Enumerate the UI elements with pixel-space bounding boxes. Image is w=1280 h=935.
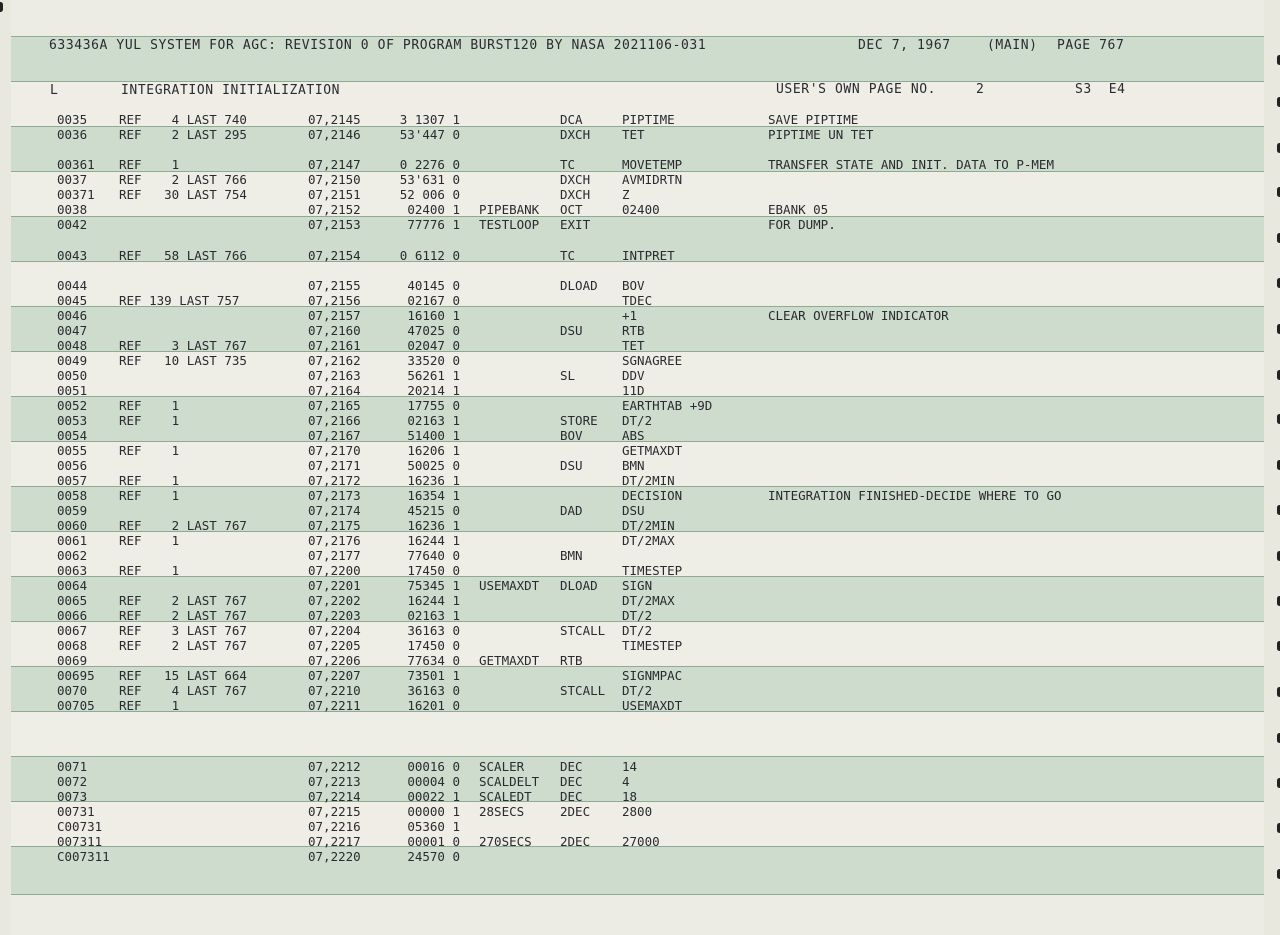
table-row — [0, 202, 1260, 217]
operand: RTB — [622, 323, 645, 338]
label: USEMAXDT — [479, 578, 540, 593]
address: 07,2216 — [308, 819, 361, 834]
octal-value: 53'631 0 — [399, 172, 460, 187]
cross-reference: REF 1 — [119, 157, 180, 172]
octal-value: 45215 0 — [407, 503, 460, 518]
line-number: 0056 — [57, 458, 88, 473]
operand: 27000 — [622, 834, 660, 849]
cross-reference: REF 3 LAST 767 — [119, 623, 247, 638]
octal-value: 00022 1 — [407, 789, 460, 804]
table-row — [0, 187, 1260, 202]
line-number: 0071 — [57, 759, 88, 774]
cross-reference: REF 2 LAST 766 — [119, 172, 247, 187]
label: SCALEDT — [479, 789, 532, 804]
octal-value: 50025 0 — [407, 458, 460, 473]
address: 07,2146 — [308, 127, 361, 142]
table-row — [0, 563, 1260, 578]
opcode: 2DEC — [560, 804, 591, 819]
address: 07,2201 — [308, 578, 361, 593]
opcode: DXCH — [560, 187, 591, 202]
table-row — [0, 353, 1260, 368]
address: 07,2164 — [308, 383, 361, 398]
octal-value: 16236 1 — [407, 518, 460, 533]
octal-value: 77640 0 — [407, 548, 460, 563]
comment: PIPTIME UN TET — [768, 127, 874, 142]
table-row — [0, 698, 1260, 713]
address: 07,2172 — [308, 473, 361, 488]
address: 07,2167 — [308, 428, 361, 443]
octal-value: 56261 1 — [407, 368, 460, 383]
operand: GETMAXDT — [622, 443, 683, 458]
label: 270SECS — [479, 834, 532, 849]
octal-value: 16244 1 — [407, 533, 460, 548]
table-row — [0, 789, 1260, 804]
address: 07,2171 — [308, 458, 361, 473]
octal-value: 77776 1 — [407, 217, 460, 232]
octal-value: 02163 1 — [407, 413, 460, 428]
octal-value: 73501 1 — [407, 668, 460, 683]
opcode: BMN — [560, 548, 583, 563]
line-number: 0045 — [57, 293, 88, 308]
line-number: 0073 — [57, 789, 88, 804]
line-number: 0044 — [57, 278, 88, 293]
table-row — [0, 248, 1260, 263]
line-number: 0060 — [57, 518, 88, 533]
opcode: DXCH — [560, 172, 591, 187]
table-row — [0, 638, 1260, 653]
opcode: BOV — [560, 428, 583, 443]
cross-reference: REF 58 LAST 766 — [119, 248, 247, 263]
cross-reference: REF 4 LAST 740 — [119, 112, 247, 127]
cross-reference: REF 1 — [119, 563, 180, 578]
octal-value: 33520 0 — [407, 353, 460, 368]
table-row — [0, 653, 1260, 668]
line-number: 0057 — [57, 473, 88, 488]
operand: SGNAGREE — [622, 353, 683, 368]
opcode: DEC — [560, 759, 583, 774]
address: 07,2157 — [308, 308, 361, 323]
address: 07,2153 — [308, 217, 361, 232]
table-row — [0, 488, 1260, 503]
table-row — [0, 668, 1260, 683]
operand: TET — [622, 127, 645, 142]
opcode: DSU — [560, 458, 583, 473]
line-number: 0063 — [57, 563, 88, 578]
operand: DECISION — [622, 488, 683, 503]
operand: TET — [622, 338, 645, 353]
line-number: 0050 — [57, 368, 88, 383]
line-number: C00731 — [57, 819, 103, 834]
octal-value: 47025 0 — [407, 323, 460, 338]
opcode: DEC — [560, 774, 583, 789]
operand: PIPTIME — [622, 112, 675, 127]
label: PIPEBANK — [479, 202, 540, 217]
operand: +1 — [622, 308, 638, 323]
label: TESTLOOP — [479, 217, 540, 232]
octal-value: 02047 0 — [407, 338, 460, 353]
address: 07,2204 — [308, 623, 361, 638]
address: 07,2152 — [308, 202, 361, 217]
operand: DT/2MIN — [622, 473, 675, 488]
opcode: TC — [560, 157, 576, 172]
table-row — [0, 533, 1260, 548]
line-number: 0051 — [57, 383, 88, 398]
octal-value: 52 006 0 — [399, 187, 460, 202]
line-number: 00731 — [57, 804, 95, 819]
cross-reference: REF 1 — [119, 698, 180, 713]
operand: 14 — [622, 759, 638, 774]
address: 07,2173 — [308, 488, 361, 503]
octal-value: 16160 1 — [407, 308, 460, 323]
opcode: DEC — [560, 789, 583, 804]
address: 07,2161 — [308, 338, 361, 353]
octal-value: 17755 0 — [407, 398, 460, 413]
operand: INTPRET — [622, 248, 675, 263]
address: 07,2151 — [308, 187, 361, 202]
table-row — [0, 503, 1260, 518]
octal-value: 00001 0 — [407, 834, 460, 849]
operand: Z — [622, 187, 630, 202]
line-number: 0046 — [57, 308, 88, 323]
opcode: EXIT — [560, 217, 591, 232]
cross-reference: REF 4 LAST 767 — [119, 683, 247, 698]
table-row — [0, 338, 1260, 353]
cross-reference: REF 3 LAST 767 — [119, 338, 247, 353]
cross-reference: REF 139 LAST 757 — [119, 293, 240, 308]
octal-value: 20214 1 — [407, 383, 460, 398]
octal-value: 77634 0 — [407, 653, 460, 668]
table-row — [0, 458, 1260, 473]
line-number: 0049 — [57, 353, 88, 368]
octal-value: 36163 0 — [407, 683, 460, 698]
line-number: 007311 — [57, 834, 103, 849]
table-row — [0, 578, 1260, 593]
cross-reference: REF 30 LAST 754 — [119, 187, 247, 202]
octal-value: 51400 1 — [407, 428, 460, 443]
table-row — [0, 443, 1260, 458]
table-row — [0, 308, 1260, 323]
octal-value: 16236 1 — [407, 473, 460, 488]
opcode: TC — [560, 248, 576, 263]
operand: DT/2MAX — [622, 593, 675, 608]
address: 07,2170 — [308, 443, 361, 458]
address: 07,2200 — [308, 563, 361, 578]
octal-value: 16244 1 — [407, 593, 460, 608]
address: 07,2166 — [308, 413, 361, 428]
octal-value: 17450 0 — [407, 638, 460, 653]
table-row — [0, 804, 1260, 819]
line-number: C007311 — [57, 849, 110, 864]
address: 07,2176 — [308, 533, 361, 548]
address: 07,2147 — [308, 157, 361, 172]
operand: BMN — [622, 458, 645, 473]
octal-value: 02167 0 — [407, 293, 460, 308]
cross-reference: REF 2 LAST 767 — [119, 608, 247, 623]
operand: 02400 — [622, 202, 660, 217]
line-number: 0048 — [57, 338, 88, 353]
line-number: 0055 — [57, 443, 88, 458]
cross-reference: REF 2 LAST 767 — [119, 593, 247, 608]
feed-hole — [0, 2, 3, 12]
table-row — [0, 368, 1260, 383]
table-row — [0, 293, 1260, 308]
opcode: DLOAD — [560, 578, 598, 593]
address: 07,2175 — [308, 518, 361, 533]
line-number: 0066 — [57, 608, 88, 623]
operand: TIMESTEP — [622, 638, 683, 653]
table-row — [0, 608, 1260, 623]
table-row — [0, 217, 1260, 232]
address: 07,2215 — [308, 804, 361, 819]
address: 07,2156 — [308, 293, 361, 308]
operand: DSU — [622, 503, 645, 518]
octal-value: 53'447 0 — [399, 127, 460, 142]
operand: 18 — [622, 789, 638, 804]
opcode: STCALL — [560, 683, 606, 698]
octal-value: 00016 0 — [407, 759, 460, 774]
cross-reference: REF 1 — [119, 473, 180, 488]
line-number: 00371 — [57, 187, 95, 202]
opcode: DXCH — [560, 127, 591, 142]
table-row — [0, 323, 1260, 338]
octal-value: 05360 1 — [407, 819, 460, 834]
octal-value: 16201 0 — [407, 698, 460, 713]
cross-reference: REF 1 — [119, 488, 180, 503]
operand: TIMESTEP — [622, 563, 683, 578]
cross-reference: REF 1 — [119, 413, 180, 428]
line-number: 00695 — [57, 668, 95, 683]
address: 07,2214 — [308, 789, 361, 804]
opcode: STCALL — [560, 623, 606, 638]
operand: DT/2MAX — [622, 533, 675, 548]
address: 07,2210 — [308, 683, 361, 698]
line-number: 0065 — [57, 593, 88, 608]
comment: TRANSFER STATE AND INIT. DATA TO P-MEM — [768, 157, 1054, 172]
operand: DT/2MIN — [622, 518, 675, 533]
address: 07,2162 — [308, 353, 361, 368]
line-number: 0036 — [57, 127, 88, 142]
table-row — [0, 413, 1260, 428]
table-row — [0, 398, 1260, 413]
table-row — [0, 112, 1260, 127]
address: 07,2154 — [308, 248, 361, 263]
operand: MOVETEMP — [622, 157, 683, 172]
whitebar-band — [11, 711, 1264, 757]
address: 07,2212 — [308, 759, 361, 774]
octal-value: 3 1307 1 — [399, 112, 460, 127]
line-number: 0038 — [57, 202, 88, 217]
table-row — [0, 759, 1260, 774]
octal-value: 17450 0 — [407, 563, 460, 578]
user-page-label: USER'S OWN PAGE NO. — [776, 82, 937, 97]
label: GETMAXDT — [479, 653, 540, 668]
address: 07,2202 — [308, 593, 361, 608]
operand: ABS — [622, 428, 645, 443]
opcode: DCA — [560, 112, 583, 127]
octal-value: 40145 0 — [407, 278, 460, 293]
octal-value: 75345 1 — [407, 578, 460, 593]
address: 07,2213 — [308, 774, 361, 789]
operand: DT/2 — [622, 608, 653, 623]
address: 07,2160 — [308, 323, 361, 338]
table-row — [0, 593, 1260, 608]
opcode: DAD — [560, 503, 583, 518]
line-number: 0058 — [57, 488, 88, 503]
line-number: 0067 — [57, 623, 88, 638]
opcode: OCT — [560, 202, 583, 217]
table-row — [0, 127, 1260, 142]
operand: SIGNMPAC — [622, 668, 683, 683]
operand: DT/2 — [622, 413, 653, 428]
operand: BOV — [622, 278, 645, 293]
cross-reference: REF 2 LAST 295 — [119, 127, 247, 142]
user-page-number: 2 — [976, 82, 985, 97]
line-number: 0037 — [57, 172, 88, 187]
line-number: 0062 — [57, 548, 88, 563]
operand: 2800 — [622, 804, 653, 819]
line-number: 0068 — [57, 638, 88, 653]
octal-value: 02400 1 — [407, 202, 460, 217]
operand: TDEC — [622, 293, 653, 308]
octal-value: 16354 1 — [407, 488, 460, 503]
address: 07,2207 — [308, 668, 361, 683]
listing-section: (MAIN) — [987, 38, 1038, 53]
address: 07,2155 — [308, 278, 361, 293]
cross-reference: REF 1 — [119, 398, 180, 413]
table-row — [0, 172, 1260, 187]
label: SCALDELT — [479, 774, 540, 789]
operand: EARTHTAB +9D — [622, 398, 713, 413]
listing-title: 633436A YUL SYSTEM FOR AGC: REVISION 0 OF PROGRAM BURST120 BY NASA 2021106-031 — [49, 38, 707, 53]
opcode: 2DEC — [560, 834, 591, 849]
octal-value: 0 2276 0 — [399, 157, 460, 172]
comment: CLEAR OVERFLOW INDICATOR — [768, 308, 949, 323]
line-number: 0061 — [57, 533, 88, 548]
address: 07,2211 — [308, 698, 361, 713]
table-row — [0, 518, 1260, 533]
section-title: INTEGRATION INITIALIZATION — [121, 83, 341, 98]
operand: DT/2 — [622, 683, 653, 698]
table-row — [0, 278, 1260, 293]
address: 07,2163 — [308, 368, 361, 383]
octal-value: 36163 0 — [407, 623, 460, 638]
octal-value: 24570 0 — [407, 849, 460, 864]
table-row — [0, 849, 1260, 864]
operand: USEMAXDT — [622, 698, 683, 713]
operand: DT/2 — [622, 623, 653, 638]
line-number: 0043 — [57, 248, 88, 263]
line-number: 00705 — [57, 698, 95, 713]
address: 07,2165 — [308, 398, 361, 413]
octal-value: 00000 1 — [407, 804, 460, 819]
address: 07,2150 — [308, 172, 361, 187]
octal-value: 0 6112 0 — [399, 248, 460, 263]
operand: DDV — [622, 368, 645, 383]
line-number: 0059 — [57, 503, 88, 518]
address: 07,2220 — [308, 849, 361, 864]
cross-reference: REF 10 LAST 735 — [119, 353, 247, 368]
line-number: 00361 — [57, 157, 95, 172]
comment: INTEGRATION FINISHED-DECIDE WHERE TO GO — [768, 488, 1062, 503]
table-row — [0, 428, 1260, 443]
line-number: 0072 — [57, 774, 88, 789]
line-number: 0052 — [57, 398, 88, 413]
opcode: DLOAD — [560, 278, 598, 293]
octal-value: 00004 0 — [407, 774, 460, 789]
operand: 11D — [622, 383, 645, 398]
table-row — [0, 834, 1260, 849]
address: 07,2205 — [308, 638, 361, 653]
label: SCALER — [479, 759, 525, 774]
page-code: S3 E4 — [1075, 82, 1126, 97]
address: 07,2174 — [308, 503, 361, 518]
line-number: 0070 — [57, 683, 88, 698]
table-row — [0, 383, 1260, 398]
operand: 4 — [622, 774, 630, 789]
octal-value: 02163 1 — [407, 608, 460, 623]
address: 07,2206 — [308, 653, 361, 668]
line-number: 0069 — [57, 653, 88, 668]
listing-date: DEC 7, 1967 — [858, 38, 951, 53]
line-number: 0035 — [57, 112, 88, 127]
line-number: 0047 — [57, 323, 88, 338]
cross-reference: REF 2 LAST 767 — [119, 638, 247, 653]
line-number: 0053 — [57, 413, 88, 428]
table-row — [0, 548, 1260, 563]
table-row — [0, 473, 1260, 488]
cross-reference: REF 15 LAST 664 — [119, 668, 247, 683]
listing-page-number: PAGE 767 — [1057, 38, 1125, 53]
address: 07,2145 — [308, 112, 361, 127]
table-row — [0, 623, 1260, 638]
table-row — [0, 774, 1260, 789]
operand: AVMIDRTN — [622, 172, 683, 187]
octal-value: 16206 1 — [407, 443, 460, 458]
table-row — [0, 819, 1260, 834]
address: 07,2217 — [308, 834, 361, 849]
cross-reference: REF 2 LAST 767 — [119, 518, 247, 533]
opcode: STORE — [560, 413, 598, 428]
subheader-marker: L — [50, 83, 59, 98]
label: 28SECS — [479, 804, 525, 819]
address: 07,2203 — [308, 608, 361, 623]
cross-reference: REF 1 — [119, 443, 180, 458]
table-row — [0, 157, 1260, 172]
address: 07,2177 — [308, 548, 361, 563]
line-number: 0054 — [57, 428, 88, 443]
opcode: DSU — [560, 323, 583, 338]
line-number: 0064 — [57, 578, 88, 593]
opcode: RTB — [560, 653, 583, 668]
opcode: SL — [560, 368, 576, 383]
table-row — [0, 683, 1260, 698]
comment: SAVE PIPTIME — [768, 112, 859, 127]
operand: SIGN — [622, 578, 653, 593]
line-number: 0042 — [57, 217, 88, 232]
comment: FOR DUMP. — [768, 217, 836, 232]
comment: EBANK 05 — [768, 202, 829, 217]
cross-reference: REF 1 — [119, 533, 180, 548]
